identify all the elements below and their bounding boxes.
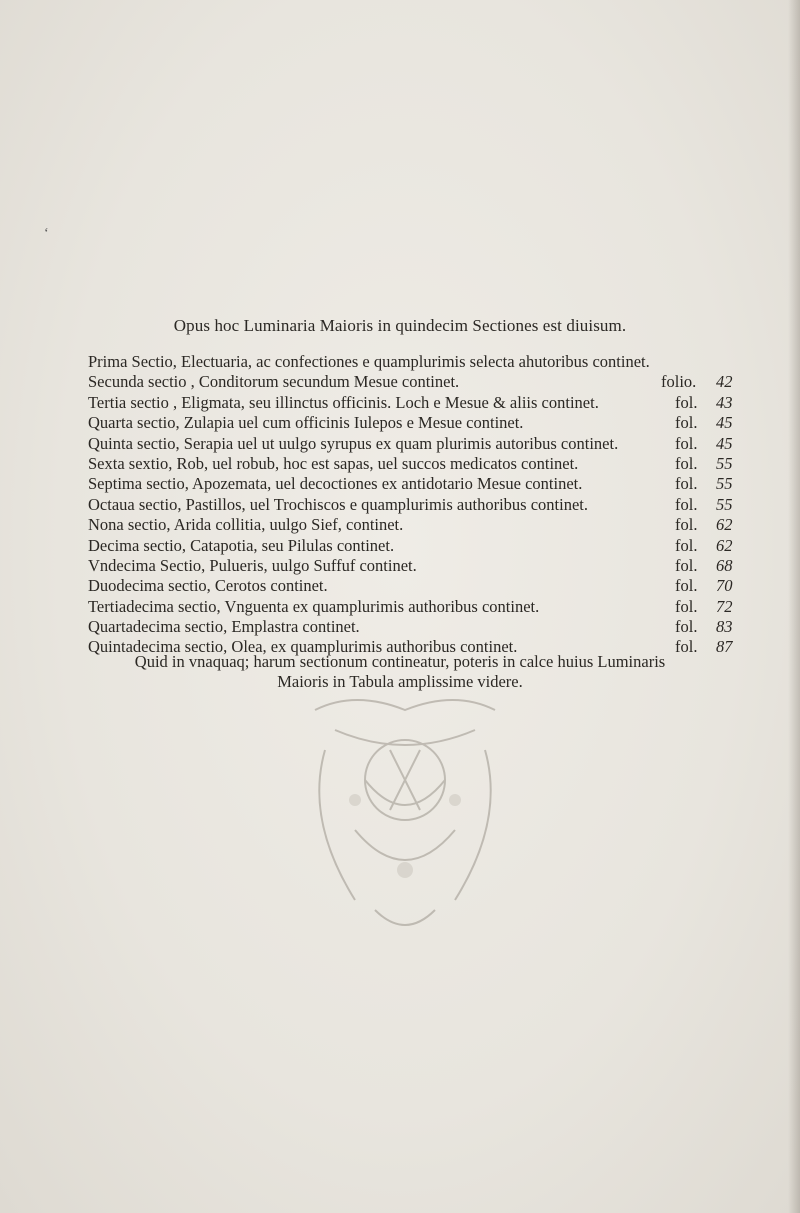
toc-section-text: Octaua sectio, Pastillos, uel Trochiscos e quamplurimis authoribus continet.	[88, 494, 588, 514]
toc-fol-label: fol.	[675, 515, 698, 535]
toc-section-text: Quintadecima sectio, Olea, ex quamplurimis authoribus continet.	[88, 637, 518, 657]
toc-fol-label: fol.	[675, 535, 698, 555]
toc-page-number: 55	[716, 494, 733, 514]
toc-fol-label: fol.	[675, 494, 698, 514]
toc-page-number: 45	[716, 433, 733, 453]
toc-row	[88, 454, 748, 474]
table-of-contents	[88, 352, 748, 658]
toc-section-text: Quarta sectio, Zulapia uel cum officinis Iulepos e Mesue continet.	[88, 413, 524, 433]
toc-row	[88, 556, 748, 576]
toc-page-number: 62	[716, 535, 733, 555]
toc-page-number: 55	[716, 453, 733, 473]
toc-fol-label: fol.	[675, 555, 698, 575]
toc-section-text: Quinta sectio, Serapia uel ut uulgo syrupus ex quam plurimis autoribus continet.	[88, 433, 619, 453]
toc-fol-label: fol.	[675, 453, 698, 473]
page-edge-shadow	[788, 0, 800, 1213]
toc-row	[88, 597, 748, 617]
toc-page-number: 72	[716, 596, 733, 616]
toc-fol-label: fol.	[675, 433, 698, 453]
bleed-through-subtitle	[0, 150, 800, 176]
toc-row	[88, 372, 748, 392]
toc-page-number: 83	[716, 617, 733, 637]
toc-page-number: 87	[716, 637, 733, 657]
toc-fol-label: fol.	[675, 474, 698, 494]
toc-section-text: Prima Sectio, Electuaria, ac confectiones e quamplurimis selecta ahutoribus continet.	[88, 352, 650, 371]
toc-fol-label: folio.	[661, 372, 697, 392]
toc-section-text: Tertiadecima sectio, Vnguenta ex quamplurimis authoribus continet.	[88, 596, 540, 616]
footer-line-1: Quid in vnaquaq; harum sectionum contineatur, poteris in calce huius Luminaris	[134, 652, 666, 671]
toc-section-text: Duodecima sectio, Cerotos continet.	[88, 576, 328, 596]
toc-section-text: Septima sectio, Apozemata, uel decoctiones ex antidotario Mesue continet.	[88, 474, 583, 494]
toc-section-text: Quartadecima sectio, Emplastra continet.	[88, 617, 360, 637]
toc-row	[88, 352, 748, 372]
toc-row	[88, 434, 748, 454]
footer-line-2: Maioris in Tabula amplissime videre.	[277, 672, 523, 691]
toc-row	[88, 474, 748, 494]
toc-row	[88, 617, 748, 637]
toc-row	[88, 576, 748, 596]
page-heading: Opus hoc Luminaria Maioris in quindecim Sectiones est diuisum.	[173, 316, 627, 335]
toc-page-number: 70	[716, 576, 733, 596]
toc-row	[88, 495, 748, 515]
toc-fol-label: fol.	[675, 392, 698, 412]
margin-mark: ‘	[44, 226, 49, 241]
toc-row	[88, 413, 748, 433]
toc-row	[88, 393, 748, 413]
toc-fol-label: fol.	[675, 413, 698, 433]
toc-section-text: Decima sectio, Catapotia, seu Pilulas continet.	[88, 535, 395, 555]
toc-section-text: Sexta sextio, Rob, uel robub, hoc est sapas, uel succos medicatos continet.	[88, 453, 579, 473]
footer-note	[0, 652, 800, 692]
toc-section-text: Nona sectio, Arida collitia, uulgo Sief, continet.	[88, 515, 404, 535]
toc-page-number: 55	[716, 474, 733, 494]
toc-row	[88, 536, 748, 556]
toc-page-number: 42	[716, 372, 733, 392]
toc-fol-label: fol.	[675, 576, 698, 596]
toc-page-number: 68	[716, 555, 733, 575]
toc-page-number: 62	[716, 515, 733, 535]
toc-section-text: Secunda sectio , Conditorum secundum Mesue continet.	[88, 372, 460, 392]
toc-page-number: 43	[716, 392, 733, 412]
toc-section-text: Vndecima Sectio, Pulueris, uulgo Suffuf continet.	[88, 555, 417, 575]
bleed-through-title	[0, 60, 800, 150]
toc-fol-label: fol.	[675, 637, 698, 657]
toc-section-text: Tertia sectio , Eligmata, seu illinctus officinis. Loch e Mesue & aliis continet.	[88, 392, 599, 412]
toc-fol-label: fol.	[675, 617, 698, 637]
toc-page-number: 45	[716, 413, 733, 433]
printers-device-woodcut-icon	[295, 690, 515, 950]
toc-row	[88, 515, 748, 535]
bleed-through-imprint	[0, 975, 800, 1005]
toc-fol-label: fol.	[675, 596, 698, 616]
